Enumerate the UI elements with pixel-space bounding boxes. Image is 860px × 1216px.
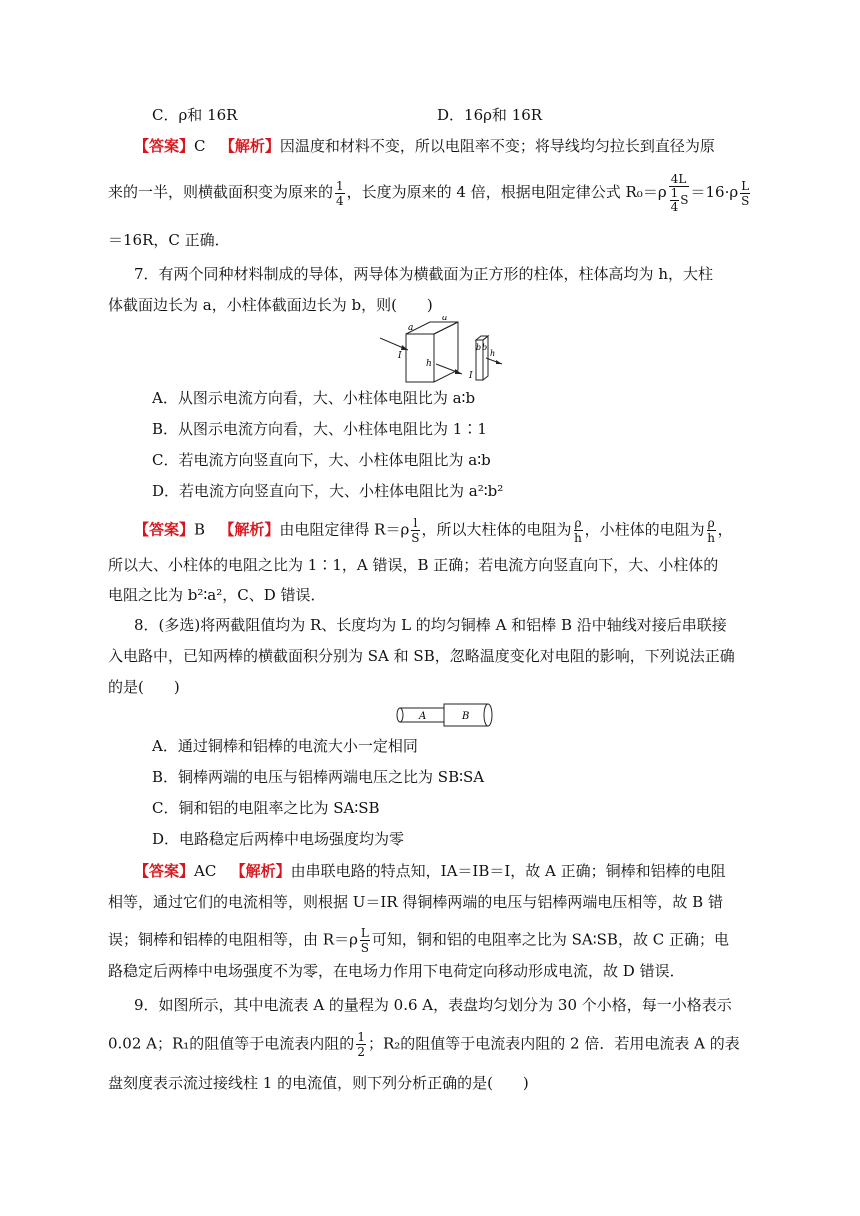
- q7-analysis-1d: ，: [717, 520, 733, 539]
- label-h-small: h: [490, 349, 496, 358]
- q8-analysis-3a: 误；铜棒和铝棒的电阻相等，由 R＝ρ: [108, 930, 358, 949]
- label-rod-A: A: [419, 711, 427, 722]
- fraction-l-over-S: $\frac{l}{S}$: [411, 516, 420, 545]
- q8-analysis-3b: 可知，铜和铝的电阻率之比为 SA∶SB，故 C 正确；电: [371, 930, 729, 949]
- q6-analysis-1: 因温度和材料不变，所以电阻率不变；将导线均匀拉长到直径为原: [279, 137, 715, 155]
- q8-analysis-line-2: 相等，通过它们的电流相等，则根据 U＝IR 得铜棒两端的电压与铝棒两端电压相等，故 B 错: [108, 893, 723, 911]
- q7-option-d: D．若电流方向竖直向下，大、小柱体电阻比为 a²∶b²: [152, 482, 504, 500]
- q8-analysis-line-3: [108, 926, 729, 955]
- q8-answer-line: [134, 860, 726, 882]
- q7-option-b: B．从图示电流方向看，大、小柱体电阻比为 1∶1: [152, 420, 487, 438]
- q6-option-c: C．ρ和 16R: [152, 106, 238, 124]
- fraction-rho-over-h-1: $\frac{\rho}{h}$: [574, 516, 582, 545]
- q6-analysis-line-2: [108, 172, 752, 214]
- fraction-one-half: $\frac{1}{2}$: [357, 1030, 365, 1059]
- q8-option-c: C．铜和铝的电阻率之比为 SA∶SB: [152, 799, 380, 817]
- q7-analysis-1a: 由电阻定律得 R＝ρ: [279, 520, 410, 539]
- label-b-1: b: [476, 343, 482, 352]
- answer-tag: 【答案】: [134, 520, 195, 539]
- q7-answer: B: [194, 520, 206, 539]
- q7-option-a: A．从图示电流方向看，大、小柱体电阻比为 a∶b: [152, 389, 476, 407]
- q7-analysis-1c: ，小柱体的电阻为: [584, 520, 705, 539]
- analysis-tag: 【解析】: [219, 520, 280, 539]
- fraction-rho-over-h-2: $\frac{\rho}{h}$: [707, 516, 715, 545]
- fraction-4L-over-quarter-S: 4L $\frac{1}{4}$ S: [670, 172, 689, 214]
- q8-figure-rods: [394, 702, 496, 730]
- q8-stem-1: 8．(多选)将两截阻值均为 R、长度均为 L 的均匀铜棒 A 和铝棒 B 沿中轴线对接后串联接: [134, 616, 727, 634]
- q7-answer-line: [134, 516, 733, 545]
- q8-analysis-1: 由串联电路的特点知，IA＝IB＝I，故 A 正确；铜棒和铝棒的电阻: [290, 862, 726, 880]
- q8-analysis-line-4: 路稳定后两棒中电场强度不为零，在电场力作用下电荷定向移动形成电流，故 D 错误．: [108, 962, 685, 980]
- q9-stem-3: 盘刻度表示流过接线柱 1 的电流值，则下列分析正确的是( ): [108, 1074, 529, 1092]
- q6-analysis-2b: ，长度为原来的 4 倍，根据电阻定律公式 R₀＝ρ: [346, 183, 667, 201]
- q8-stem-3: 的是( ): [108, 678, 180, 696]
- answer-tag: 【答案】: [134, 137, 195, 155]
- label-rod-B: B: [462, 711, 470, 722]
- q9-stem-2a: 0.02 A；R₁的阻值等于电流表内阻的: [108, 1034, 355, 1053]
- q7-stem-1: 7．有两个同种材料制成的导体，两导体为横截面为正方形的柱体，柱体高均为 h，大柱: [134, 265, 713, 283]
- q7-figure-blocks: [378, 316, 508, 388]
- label-I-left: I: [398, 351, 402, 361]
- q9-stem-2b: ；R₂的阻值等于电流表内阻的 2 倍．若用电流表 A 的表: [367, 1034, 740, 1053]
- answer-tag: 【答案】: [134, 862, 195, 880]
- q7-stem-2: 体截面边长为 a，小柱体截面边长为 b，则( ): [108, 296, 433, 314]
- label-I-right: I: [469, 371, 473, 381]
- q8-option-d: D．电路稳定后两棒中电场强度均为零: [152, 830, 405, 848]
- label-b-2: b: [482, 343, 488, 352]
- label-a-top: a: [442, 316, 448, 323]
- q7-analysis-line-2: 所以大、小柱体的电阻之比为 1∶1，A 错误，B 正确；若电流方向竖直向下，大、小柱体的: [108, 556, 719, 574]
- q6-analysis-2c: ＝16·ρ: [690, 183, 739, 201]
- q8-option-a: A．通过铜棒和铝棒的电流大小一定相同: [152, 737, 418, 755]
- q9-stem-2: [108, 1030, 740, 1059]
- fraction-L-over-S-q8: $\frac{L}{S}$: [360, 926, 369, 955]
- q6-answer-line: [134, 135, 715, 157]
- q8-option-b: B．铜棒两端的电压与铝棒两端电压之比为 SB∶SA: [152, 768, 485, 786]
- q6-option-d: D．16ρ和 16R: [437, 106, 543, 124]
- q6-analysis-line-3: ＝16R，C 正确．: [108, 231, 230, 249]
- q7-analysis-line-3: 电阻之比为 b²∶a²，C、D 错误．: [108, 586, 326, 604]
- analysis-tag: 【解析】: [219, 137, 280, 155]
- fraction-L-over-S: $\frac{L}{S}$: [741, 178, 750, 208]
- q8-answer: AC: [194, 862, 217, 880]
- fraction-one-quarter: $\frac{1}{4}$: [336, 178, 344, 208]
- label-h-large: h: [426, 359, 432, 369]
- q8-stem-2: 入电路中，已知两棒的横截面积分别为 SA 和 SB，忽略温度变化对电阻的影响，下列说法正确: [108, 647, 735, 665]
- analysis-tag: 【解析】: [230, 862, 291, 880]
- q7-option-c: C．若电流方向竖直向下，大、小柱体电阻比为 a∶b: [152, 451, 491, 469]
- q6-answer: C: [194, 137, 206, 155]
- q7-analysis-1b: ，所以大柱体的电阻为: [421, 520, 572, 539]
- q6-analysis-2a: 来的一半，则横截面积变为原来的: [108, 183, 334, 201]
- label-a-left: a: [408, 323, 414, 333]
- q9-stem-1: 9．如图所示，其中电流表 A 的量程为 0.6 A，表盘均匀划分为 30 个小格，每一小格表示: [134, 996, 732, 1014]
